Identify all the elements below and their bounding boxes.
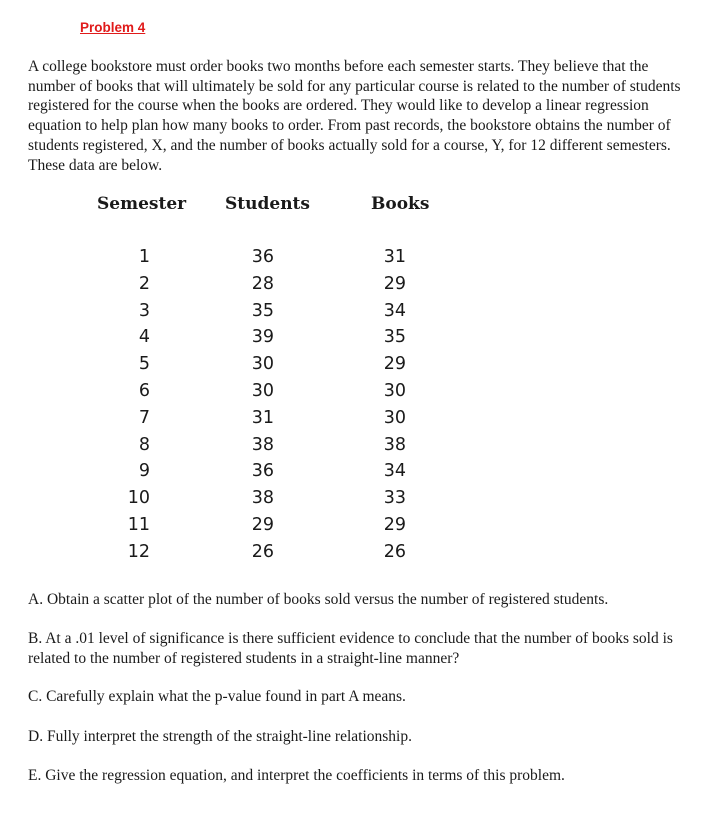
cell-semester: 1 (138, 247, 150, 267)
header-books: Books (371, 194, 430, 214)
table-row (0, 487, 723, 514)
cell-books: 35 (383, 327, 406, 348)
cell-books: 38 (383, 434, 406, 455)
cell-students: 26 (251, 541, 274, 562)
cell-semester: 6 (138, 380, 150, 401)
question-d: D. Fully interpret the strength of the straight-line relationship. (28, 728, 412, 745)
table-header (0, 194, 723, 218)
table-row (0, 246, 723, 273)
problem-title: Problem 4 (80, 20, 146, 35)
header-students: Students (225, 194, 310, 214)
cell-students: 30 (251, 380, 274, 401)
cell-students: 30 (251, 354, 274, 375)
table-row (0, 326, 723, 353)
table-row (0, 407, 723, 434)
table-row (0, 434, 723, 461)
cell-books: 30 (383, 407, 406, 428)
question-e: E. Give the regression equation, and interpret the coefficients in terms of this problem. (28, 767, 565, 784)
cell-semester: 4 (138, 327, 150, 348)
table-row (0, 273, 723, 300)
cell-semester: 2 (138, 273, 150, 294)
cell-semester: 5 (138, 354, 150, 375)
cell-books: 34 (383, 461, 406, 482)
cell-students: 36 (251, 247, 274, 267)
cell-semester: 11 (127, 514, 150, 535)
cell-books: 29 (383, 354, 406, 375)
cell-students: 29 (251, 514, 274, 535)
cell-books: 29 (383, 273, 406, 294)
cell-semester: 3 (138, 300, 150, 321)
question-c: C. Carefully explain what the p-value found in part A means. (28, 688, 406, 705)
cell-books: 33 (383, 488, 406, 509)
cell-semester: 8 (138, 434, 150, 455)
cell-students: 38 (251, 434, 274, 455)
question-a: A. Obtain a scatter plot of the number of books sold versus the number of registered students. (28, 591, 609, 608)
cell-semester: 7 (138, 407, 150, 428)
cell-books: 30 (383, 380, 406, 401)
cell-students: 38 (251, 488, 274, 509)
cell-books: 31 (383, 247, 406, 267)
cell-students: 35 (251, 300, 274, 321)
cell-books: 34 (383, 300, 406, 321)
table-row (0, 380, 723, 407)
question-b: B. At a .01 level of significance is there sufficient evidence to conclude that the number of books sold is related to the number of registered students in a straight-line manner? (28, 630, 673, 667)
cell-students: 31 (251, 407, 274, 428)
cell-semester: 10 (127, 488, 150, 509)
table-row (0, 541, 723, 568)
cell-books: 29 (383, 514, 406, 535)
table-row (0, 300, 723, 327)
cell-books: 26 (383, 541, 406, 562)
table-row (0, 460, 723, 487)
cell-semester: 9 (138, 461, 150, 482)
data-table (0, 246, 723, 568)
table-row (0, 353, 723, 380)
cell-students: 36 (251, 461, 274, 482)
cell-semester: 12 (127, 541, 150, 562)
table-row (0, 514, 723, 541)
problem-intro: A college bookstore must order books two months before each semester starts. They believe that the number of books that will ultimately be sold for any particular course is related to the number of students registered for the course when the books are ordered. They would like to develop a linear regression equation to help plan how many books to order. From past records, the bookstore obtains the number of students registered, X, and the number of books actually sold for a course, Y, for 12 different semesters. These data are below. (28, 58, 681, 174)
cell-students: 39 (251, 327, 274, 348)
header-semester: Semester (97, 194, 187, 214)
cell-students: 28 (251, 273, 274, 294)
